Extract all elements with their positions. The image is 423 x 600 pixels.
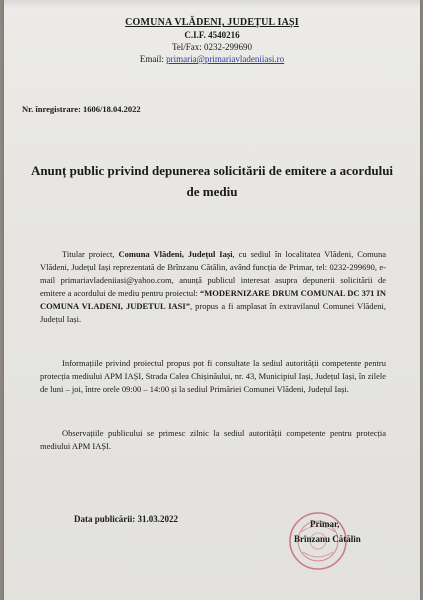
paragraph-observations [40,427,386,453]
p1-project-name: “MODERNIZARE DRUM COMUNAL DC 371 IN COMUNA VLADENI, JUDETUL IASI” [40,288,386,311]
p2-text: Informațiile privind proiectul propus pot fi consultate la sediul autorității competente pentru protecția mediului APM IAȘI, Strada Calea Chișinăului, nr. 43, Municipiul Iași, Județul Iași, în zilele de luni – joi, între orele 09:00 – 14:00 și la sediul Primăriei Comunei Vlădeni, Județul Iași. [40,358,386,394]
document-sheet [4,0,420,600]
email-line [4,55,420,64]
p1-holder-name: Comuna Vlădeni, Județul Iași [118,249,233,259]
institution-title: COMUNA VLĂDENI, JUDEȚUL IAȘI [125,17,299,28]
paragraph-project-holder [40,248,386,326]
registration-number: Nr. înregistrare: 1606/18.04.2022 [22,104,141,114]
phone-fax: Tel/Fax: 0232-299690 [171,42,253,52]
fiscal-code: C.I.F. 4540216 [184,30,240,40]
p1-text-a: Titular proiect, [62,249,119,259]
announcement-title: Anunț public privind depunerea solicitării de emitere a acordului de mediu [30,163,394,199]
signatory-role: Primar, [310,519,340,529]
paragraph-information [40,357,386,396]
signatory-name: Brînzanu Cătălin [294,534,361,544]
email-label: Email: [139,54,167,64]
p1-text-e: , propus a fi amplasat în extravilanul Comunei Vlădeni, Județul Iași. [40,301,386,324]
paper-shadow [4,0,420,8]
email-link[interactable]: primaria@primariavladeniiasi.ro [166,54,285,64]
p3-text: Observațiile publicului se primesc zilnic la sediul autorității competente pentru protecția mediului APM IAȘI. [40,428,386,451]
publication-date: Data publicării: 31.03.2022 [74,514,179,524]
p1-text-c: , cu sediul în localitatea Vlădeni, Comuna Vlădeni, Județul Iași reprezentată de Brînzanu Cătălin, având funcția de Primar, tel: 0232-299690, e-mail primariavladeniiasi@yahoo.com, anunță publicul interesat asupra depunerii solicitării de emitere a acordului de mediu pentru proiectul: [40,249,386,298]
